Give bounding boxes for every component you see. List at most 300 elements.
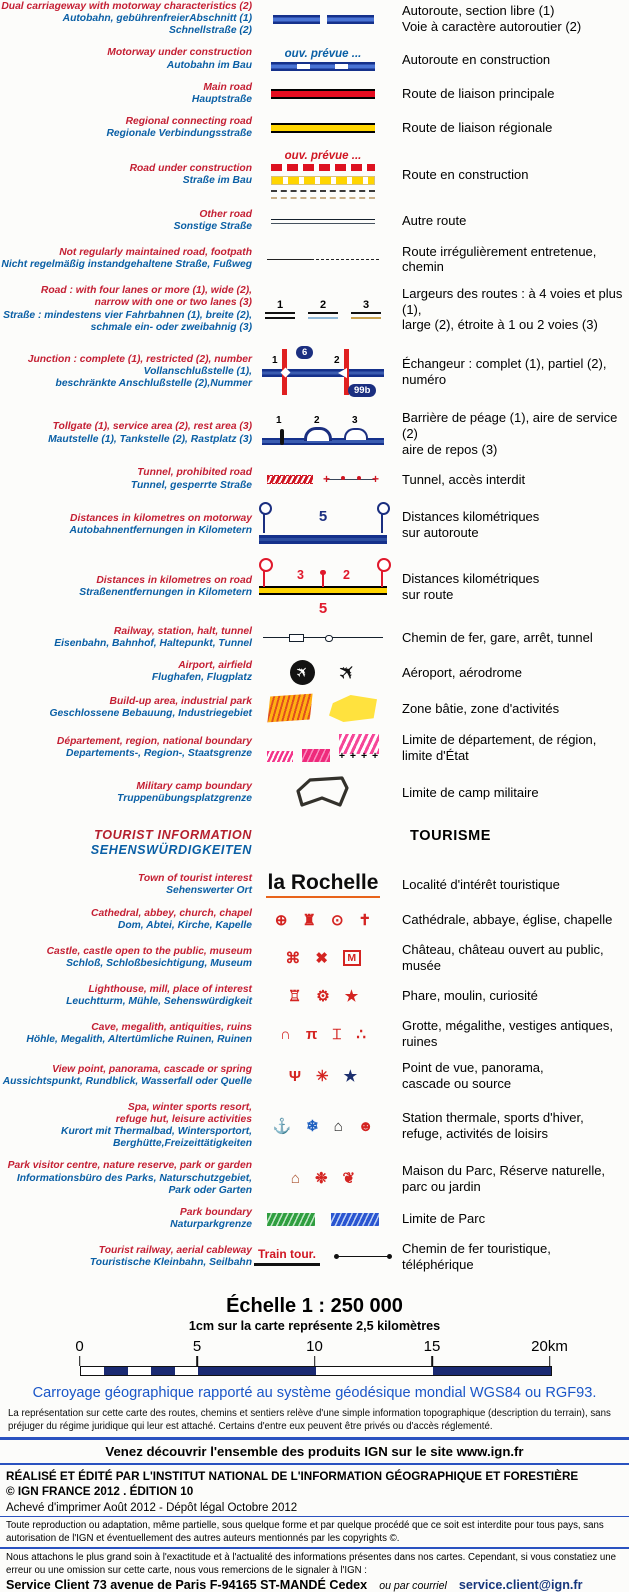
- label-french-line: Voie à caractère autoroutier (2): [402, 19, 582, 35]
- label-french: [394, 472, 629, 488]
- label-block: [0, 946, 252, 970]
- label-french-line: Maison du Parc, Réserve naturelle,: [402, 1162, 606, 1178]
- legend-row: [0, 695, 629, 722]
- cableway-icon: [334, 1253, 392, 1261]
- viewpoint-icon: Ψ: [288, 1067, 302, 1085]
- label-english: Spa, winter sports resort,: [127, 1101, 252, 1113]
- symbol-cell: [252, 89, 394, 99]
- divider: [0, 1516, 629, 1518]
- pictogram-group: [289, 1069, 357, 1084]
- legend-row: [0, 467, 629, 491]
- junction-badge: 6: [296, 346, 313, 359]
- legend-row: [0, 1160, 629, 1196]
- label-french-line: Limite de camp militaire: [402, 784, 539, 800]
- label-french: [394, 1060, 629, 1092]
- label-french: [394, 630, 629, 646]
- label-german: Sehenswerter Ort: [166, 884, 252, 896]
- scale-segment: [128, 1367, 152, 1375]
- label-german: Flughafen, Flugplatz: [151, 672, 252, 684]
- label-block: [0, 1245, 252, 1269]
- cave-icon: ∩: [280, 1025, 291, 1043]
- divider: [0, 1547, 629, 1549]
- label-german: Autobahn im Bau: [166, 59, 252, 71]
- label-french: [394, 86, 629, 102]
- national-boundary-crosses: + + + +: [338, 750, 380, 763]
- symbol-cell: [252, 632, 394, 644]
- symbol-cell: [252, 734, 394, 762]
- label-german: Dom, Abtei, Kirche, Kapelle: [117, 920, 252, 932]
- label-german: Straße : mindestens vier Fahrbahnen (1), breite (2),: [3, 309, 252, 321]
- label-english: Département, region, national boundary: [56, 735, 252, 747]
- credit-line: RÉALISÉ ET ÉDITÉ PAR L'INSTITUT NATIONAL DE L'INFORMATION GÉOGRAPHIQUE ET FORESTIÈRE: [6, 1470, 579, 1484]
- label-french-line: téléphérique: [402, 1257, 474, 1272]
- antique-column-icon: ⌶: [332, 1025, 342, 1043]
- symbol-cell: [252, 344, 394, 400]
- label-block: [0, 696, 252, 720]
- spring-star-icon: ★: [343, 1067, 358, 1085]
- label-block: [0, 285, 252, 334]
- label-french-line: Station thermale, sports d'hiver,: [402, 1110, 584, 1126]
- label-french-line: Localité d'intérêt touristique: [402, 876, 560, 892]
- label-english: Park visitor centre, nature reserve, park or garden: [7, 1160, 252, 1172]
- label-german: Informationsbüro des Parks, Naturschutzgebiet,: [16, 1172, 252, 1184]
- symbol-cell: [252, 1248, 394, 1266]
- distance-total: 5: [318, 599, 328, 617]
- symbol-cell: [252, 1213, 394, 1226]
- castle-open-icon: ✖: [315, 949, 328, 967]
- copyright-paragraph: Toute reproduction ou adaptation, même partielle, sous quelque forme et par quelque procédé que ce soit est interdite pour tous pays, sans autorisation de l'IGN et éventuellement des autres auteurs mentionnés par les copyrights ©.: [6, 1520, 604, 1544]
- label-french-line: Route en construction: [402, 166, 529, 182]
- motorway-construction-symbol: [271, 62, 375, 71]
- label-french: [394, 571, 629, 603]
- abbey-icon: ♜: [302, 911, 316, 929]
- label-french: [394, 286, 629, 334]
- legend-row: [0, 1207, 629, 1231]
- label-english: Airport, airfield: [178, 660, 252, 672]
- cathedral-icon: ⊕: [274, 911, 288, 929]
- bird-icon: ❦: [342, 1170, 356, 1188]
- pictogram-group: [291, 1171, 355, 1186]
- label-german: beschränkte Anschlußstelle (2),Nummer: [55, 377, 252, 389]
- label-english: Not regularly maintained road, footpath: [59, 247, 252, 259]
- label-french-line: Zone bâtie, zone d'activités: [402, 700, 560, 716]
- label-french-line: Chemin de fer, gare, arrêt, tunnel: [402, 629, 593, 645]
- ign-promo-line: Venez découvrir l'ensemble des produits IGN sur le site www.ign.fr: [105, 1443, 524, 1459]
- label-block: [0, 82, 252, 106]
- road-distance-symbol: [259, 558, 387, 616]
- castle-icon: ⌘: [285, 949, 301, 967]
- label-french: [394, 3, 629, 35]
- airfield-icon: ✈: [333, 658, 362, 687]
- label-block: [0, 908, 252, 932]
- label-german: Leuchtturm, Mühle, Sehenswürdigkeit: [66, 996, 252, 1008]
- scale-bar: [75, 1337, 568, 1377]
- label-block: [0, 1, 252, 37]
- label-block: [0, 163, 252, 187]
- label-german: Nicht regelmäßig instandgehaltene Straße, Fußweg: [1, 259, 252, 271]
- label-german: Regionale Verbindungsstraße: [106, 128, 252, 140]
- label-english: Other road: [199, 209, 252, 221]
- pictogram-group: [285, 950, 360, 966]
- label-english: Military camp boundary: [136, 780, 252, 792]
- spa-icon: ⚓: [272, 1117, 292, 1135]
- label-french: [394, 732, 629, 764]
- label-german: Berghütte,Freizeittätigkeiten: [112, 1138, 252, 1150]
- museum-icon: M: [343, 950, 361, 966]
- scale-subtitle: 1cm sur la carte représente 2,5 kilomètres: [188, 1318, 441, 1333]
- header-french: TOURISME: [410, 827, 492, 844]
- symbol-cell: [252, 123, 394, 133]
- scale-tick-label: 0: [75, 1337, 84, 1355]
- label-french: [394, 1241, 629, 1273]
- label-french: [394, 509, 629, 541]
- label-french-line: sur route: [402, 586, 454, 602]
- label-english: Tourist railway, aerial cableway: [98, 1244, 252, 1256]
- label-french-line: Route de liaison régionale: [402, 120, 553, 136]
- pictogram-group: [288, 989, 358, 1004]
- label-german: Aussichtspunkt, Rundblick, Wasserfall oder Quelle: [2, 1076, 252, 1088]
- prohibited-cross-icon: +: [371, 471, 379, 486]
- symbol-cell: [252, 219, 394, 224]
- label-german: Eisenbahn, Bahnhof, Haltepunkt, Tunnel: [54, 637, 252, 649]
- label-french: [394, 1163, 629, 1195]
- prohibited-cross-icon: +: [323, 471, 331, 486]
- label-block: [0, 575, 252, 599]
- label-german: Departements-, Region-, Staatsgrenze: [66, 747, 252, 759]
- width-number: 3: [362, 298, 370, 311]
- junction-number: 2: [334, 354, 340, 366]
- label-french-line: Autre route: [402, 213, 467, 229]
- panorama-icon: ✳: [316, 1067, 329, 1085]
- legend-row: [0, 732, 629, 764]
- label-french-line: Limite de Parc: [402, 1211, 486, 1227]
- label-block: [0, 984, 252, 1008]
- label-english: Road : with four lanes or more (1), wide (2),: [40, 285, 252, 297]
- label-french-line: Grotte, mégalithe, vestiges antiques,: [402, 1018, 614, 1034]
- symbol-cell: [252, 913, 394, 928]
- label-french-line: sur autoroute: [402, 524, 479, 540]
- label-french: [394, 244, 629, 276]
- label-french-line: Largeurs des routes : à 4 voies et plus (1),: [402, 285, 623, 317]
- label-german: Schloß, Schloßbesichtigung, Museum: [66, 958, 252, 970]
- label-english: Regional connecting road: [125, 115, 252, 127]
- label-french: [394, 167, 629, 183]
- label-french-line: Chemin de fer touristique,: [402, 1241, 551, 1257]
- width-number: 2: [319, 298, 327, 311]
- scale-tick: [196, 1356, 198, 1366]
- legend-row: [0, 209, 629, 233]
- label-german: Autobahn, gebührenfreierAbschnitt (1): [62, 13, 252, 25]
- accuracy-paragraph: Nous attachons le plus grand soin à l'exactitude et à l'actualité des informations présentes dans nos cartes. Cependant, si vous constatiez une erreur ou une omission sur cette carte, nous vous remercions de le signaler à l'IGN :: [6, 1552, 617, 1576]
- label-german: schmale ein- oder zweibahnig (3): [90, 321, 252, 333]
- label-block: [0, 1102, 252, 1151]
- label-german: Geschlossene Bebauung, Industriegebiet: [49, 708, 252, 720]
- symbol-cell: [252, 300, 394, 320]
- label-block: [0, 421, 252, 445]
- legend-row: [0, 1018, 629, 1050]
- park-boundary-symbol: [267, 1213, 379, 1226]
- legend-row: [0, 150, 629, 199]
- label-block: [0, 354, 252, 390]
- label-french: [394, 701, 629, 717]
- label-german: Mautstelle (1), Tankstelle (2), Rastplatz (3): [48, 433, 252, 445]
- tourism-section-header: [0, 828, 629, 859]
- motorway-distance-symbol: [259, 502, 387, 548]
- label-french: [394, 988, 629, 1004]
- label-english: Distances in kilometres on motorway: [70, 512, 252, 524]
- scale-tick-labels: [75, 1337, 568, 1356]
- scale-segment: [175, 1367, 199, 1375]
- church-icon: ⊙: [330, 911, 344, 929]
- tollgate-number: 1: [276, 414, 282, 426]
- label-english: Tollgate (1), service area (2), rest area (3): [52, 421, 252, 433]
- legend-row: [0, 82, 629, 106]
- junction-badge: 99b: [348, 384, 376, 397]
- airport-symbol: [290, 658, 362, 687]
- footpath-symbol: [267, 259, 379, 260]
- label-english: Cathedral, abbey, church, chapel: [91, 908, 252, 920]
- other-road-symbol: [271, 219, 375, 224]
- legend-row: [0, 1, 629, 37]
- label-french: [394, 120, 629, 136]
- chapel-icon: ✝: [358, 911, 372, 929]
- tourist-railway-symbol: [254, 1248, 392, 1266]
- legend-row: [0, 344, 629, 400]
- park-boundary-green-swatch: [267, 1213, 315, 1226]
- label-english: Park boundary: [179, 1206, 252, 1218]
- label-french-line: ruines: [402, 1034, 438, 1050]
- park-house-icon: ⌂: [290, 1170, 300, 1188]
- symbol-cell: [252, 989, 394, 1004]
- mill-icon: ⚙: [316, 987, 330, 1005]
- label-french-line: Route de liaison principale: [402, 85, 555, 101]
- label-english: Build-up area, industrial park: [109, 696, 252, 708]
- label-french-line: Distances kilométriques: [402, 570, 540, 586]
- service-email: service.client@ign.fr: [458, 1578, 583, 1592]
- label-block: [0, 47, 252, 71]
- legal-disclaimer: La représentation sur cette carte des routes, chemins et sentiers relève d'une simple information topographique (description du terrain), sans préjuger du régime juridique qui leur est attaché. Certains d'entre eux peuvent être privés ou d'accès réglementé.: [8, 1407, 611, 1432]
- label-french-line: Phare, moulin, curiosité: [402, 988, 538, 1004]
- label-german: Autobahnentfernungen in Kilometern: [69, 524, 252, 536]
- label-french-line: Autoroute, section libre (1): [402, 3, 555, 19]
- label-english: View point, panorama, cascade or spring: [52, 1063, 252, 1075]
- label-english: Road under construction: [129, 162, 252, 174]
- scale-bar-segments: [80, 1366, 552, 1376]
- symbol-cell: [252, 558, 394, 616]
- label-english: Town of tourist interest: [137, 872, 252, 884]
- symbol-cell: [252, 1119, 394, 1134]
- tunnel-symbol: [267, 473, 379, 487]
- symbol-cell: [252, 695, 394, 722]
- scale-segment: [151, 1367, 175, 1375]
- snowflake-icon: ❄: [306, 1117, 319, 1135]
- junction-symbol: [262, 344, 384, 400]
- star-icon: ★: [344, 987, 359, 1005]
- symbol-cell: [252, 1027, 394, 1042]
- symbol-cell: [252, 259, 394, 260]
- legend-row: [0, 1060, 629, 1092]
- label-block: [0, 1064, 252, 1088]
- label-english: refuge hut, leisure activities: [115, 1114, 252, 1126]
- tollgate-number: 3: [352, 414, 358, 426]
- label-german: Truppenübungsplatzgrenze: [117, 792, 252, 804]
- railway-symbol: [263, 632, 383, 644]
- industrial-park-swatch: [329, 695, 377, 722]
- label-french-line: Barrière de péage (1), aire de service (2): [402, 409, 618, 441]
- label-french: [394, 356, 629, 388]
- scale-title: Échelle 1 : 250 000: [226, 1294, 403, 1317]
- scale-tick-label: 5: [192, 1337, 202, 1355]
- label-french: [394, 912, 629, 928]
- legend-row: [0, 984, 629, 1008]
- label-english: Main road: [203, 81, 252, 93]
- label-french-line: limite d'État: [402, 747, 469, 763]
- label-french: [394, 213, 629, 229]
- junction-number: 1: [272, 354, 278, 366]
- ruins-icon: ∴: [356, 1025, 366, 1043]
- megalith-icon: π: [305, 1025, 318, 1043]
- symbol-cell: [252, 473, 394, 487]
- label-french: [394, 785, 629, 801]
- scale-tick-label: 10: [306, 1337, 323, 1355]
- width-number: 1: [276, 298, 284, 311]
- legend-row: [0, 871, 629, 898]
- scale-segment: [198, 1367, 316, 1375]
- label-english: Castle, castle open to the public, museum: [46, 946, 252, 958]
- header-german: SEHENSWÜRDIGKEITEN: [90, 843, 252, 858]
- service-address: Service Client 73 avenue de Paris F-94165 ST-MANDÉ Cedex: [6, 1578, 368, 1592]
- symbol-cell: [252, 48, 394, 71]
- label-english: Junction : complete (1), restricted (2), number: [27, 353, 252, 365]
- legend-row: [0, 908, 629, 932]
- label-french-line: chemin: [402, 259, 444, 275]
- symbol-cell: [252, 1069, 394, 1084]
- legend-row: [0, 1241, 629, 1273]
- legend-row: [0, 116, 629, 140]
- label-english: Lighthouse, mill, place of interest: [88, 984, 252, 996]
- pictogram-group: [275, 913, 371, 928]
- label-english: Tunnel, prohibited road: [137, 467, 252, 479]
- label-block: [0, 513, 252, 537]
- label-german: Schnellstraße (2): [169, 25, 252, 37]
- opening-planned-label: ouv. prévue ...: [284, 48, 362, 61]
- label-german: Hauptstraße: [191, 93, 252, 105]
- refuge-hut-icon: ⌂: [333, 1117, 343, 1135]
- label-english: Dual carriageway with motorway characteristics (2): [1, 1, 252, 12]
- label-block: [0, 247, 252, 271]
- label-block: [0, 626, 252, 650]
- label-block: [0, 1022, 252, 1046]
- label-french: [394, 942, 629, 974]
- symbol-cell: [252, 415, 394, 453]
- train-tour-label: Train tour.: [257, 1247, 316, 1262]
- legend-row: [0, 410, 629, 458]
- label-french-line: musée: [402, 958, 442, 974]
- label-block: [0, 873, 252, 897]
- airport-icon: ✈: [290, 660, 315, 685]
- label-block: [0, 736, 252, 760]
- label-german: Touristische Kleinbahn, Seilbahn: [89, 1257, 252, 1268]
- scale-tick-label: 15: [423, 1337, 441, 1355]
- symbol-cell: [252, 1171, 394, 1186]
- pictogram-group: [272, 1119, 373, 1134]
- label-french: [394, 1110, 629, 1142]
- symbol-cell: [252, 15, 394, 24]
- legend-row: [0, 626, 629, 650]
- military-camp-symbol: [292, 774, 354, 812]
- label-german: Straßenentfernungen in Kilometern: [79, 586, 252, 598]
- departement-boundary-swatch: [267, 751, 293, 762]
- label-french-line: numéro: [402, 371, 447, 387]
- lighthouse-icon: ♖: [287, 987, 302, 1005]
- label-french-line: cascade ou source: [402, 1076, 512, 1092]
- scale-tick: [549, 1356, 551, 1366]
- main-road-symbol: [271, 89, 375, 99]
- road-widths-symbol: [265, 300, 381, 320]
- tollgate-number: 2: [314, 414, 320, 426]
- label-french-line: aire de repos (3): [402, 441, 498, 457]
- label-french-line: Point de vue, panorama,: [402, 1060, 544, 1076]
- regional-road-symbol: [271, 123, 375, 133]
- scale-segment: [316, 1367, 434, 1375]
- label-french-line: Échangeur : complet (1), partiel (2),: [402, 355, 607, 371]
- symbol-cell: [252, 774, 394, 812]
- legend-table: [0, 1, 629, 1273]
- motorway-symbol: [273, 15, 374, 24]
- label-french-line: refuge, activités de loisirs: [402, 1126, 548, 1142]
- service-contact-line: [0, 1577, 629, 1592]
- road-construction-symbol: [271, 164, 375, 199]
- label-english: Railway, station, halt, tunnel: [113, 625, 252, 637]
- symbol-cell: [252, 502, 394, 548]
- builtup-symbol: [269, 695, 377, 722]
- label-french-line: Cathédrale, abbaye, église, chapelle: [402, 912, 613, 928]
- nature-reserve-icon: ❉: [314, 1170, 328, 1188]
- label-french-line: Aéroport, aérodrome: [402, 664, 522, 680]
- label-block: [0, 1207, 252, 1231]
- region-boundary-swatch: [302, 749, 330, 762]
- label-french-line: parc ou jardin: [402, 1178, 481, 1194]
- scale-tick-label: 20km: [531, 1337, 568, 1355]
- print-date-line: Achevé d'imprimer Août 2012 - Dépôt légal Octobre 2012: [6, 1501, 298, 1514]
- scale-tick: [314, 1356, 316, 1366]
- label-french-line: Limite de département, de région,: [402, 731, 597, 747]
- label-french: [394, 1018, 629, 1050]
- label-block: [0, 209, 252, 233]
- label-french-line: Route irrégulièrement entretenue,: [402, 243, 597, 259]
- town-name-sample: la Rochelle: [266, 871, 381, 898]
- courriel-label: ou par courriel: [379, 1580, 447, 1592]
- label-french-line: Distances kilométriques: [402, 508, 540, 524]
- legend-row: [0, 558, 629, 616]
- scale-segment: [433, 1367, 551, 1375]
- pictogram-group: [280, 1027, 366, 1042]
- symbol-cell: [252, 950, 394, 966]
- symbol-cell: [252, 871, 394, 898]
- label-french: [394, 52, 629, 68]
- label-block: [0, 467, 252, 491]
- label-english: narrow with one or two lanes (3): [94, 297, 252, 309]
- scale-tick: [431, 1356, 433, 1366]
- label-german: Straße im Bau: [182, 174, 252, 186]
- label-french-line: large (2), étroite à 1 ou 2 voies (3): [402, 317, 598, 333]
- legend-row: [0, 942, 629, 974]
- legend-row: [0, 244, 629, 276]
- label-english: Distances in kilometres on road: [96, 574, 252, 586]
- label-french: [394, 410, 629, 458]
- label-block: [0, 116, 252, 140]
- label-german: Tunnel, gesperrte Straße: [130, 479, 252, 491]
